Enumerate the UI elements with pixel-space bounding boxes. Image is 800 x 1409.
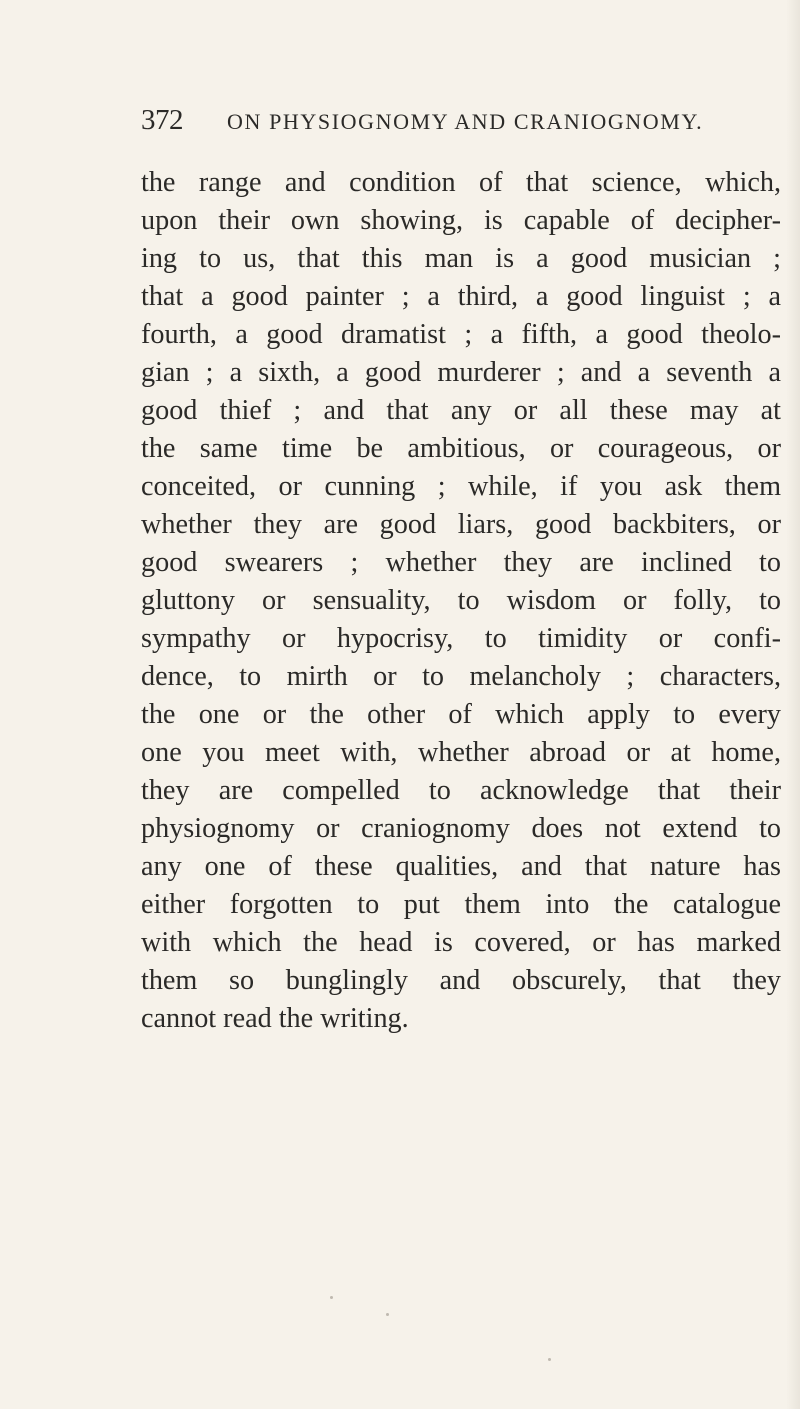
page-number: 372 [141,104,183,136]
text-line: either forgotten to put them into the catalogue [141,889,781,920]
text-line: physiognomy or craniognomy does not extend to [141,813,781,844]
text-line: that a good painter ; a third, a good linguist ; a [141,281,781,312]
paper-speck [548,1358,551,1361]
text-line: gian ; a sixth, a good murderer ; and a seventh a [141,357,781,388]
text-line: with which the head is covered, or has marked [141,927,781,958]
text-line: ing to us, that this man is a good musician ; [141,243,781,274]
text-line: sympathy or hypocrisy, to timidity or confi- [141,623,781,654]
text-line: good thief ; and that any or all these may at [141,395,781,426]
text-line: fourth, a good dramatist ; a fifth, a good theolo- [141,319,781,350]
text-line-last: cannot read the writing. [141,1003,409,1034]
text-line: the one or the other of which apply to every [141,699,781,730]
text-line: one you meet with, whether abroad or at home, [141,737,781,768]
text-line: the range and condition of that science, which, [141,167,781,198]
text-line: any one of these qualities, and that nature has [141,851,781,882]
paper-speck [386,1313,389,1316]
text-line: they are compelled to acknowledge that their [141,775,781,806]
text-line: whether they are good liars, good backbiters, or [141,509,781,540]
text-line: good swearers ; whether they are inclined to [141,547,781,578]
text-line: dence, to mirth or to melancholy ; characters, [141,661,781,692]
text-line: the same time be ambitious, or courageous, or [141,433,781,464]
paper-speck [330,1296,333,1299]
text-line: upon their own showing, is capable of decipher- [141,205,781,236]
text-line: gluttony or sensuality, to wisdom or folly, to [141,585,781,616]
text-line: them so bunglingly and obscurely, that they [141,965,781,996]
text-line: conceited, or cunning ; while, if you ask them [141,471,781,502]
running-head-title: ON PHYSIOGNOMY AND CRANIOGNOMY. [227,109,704,134]
